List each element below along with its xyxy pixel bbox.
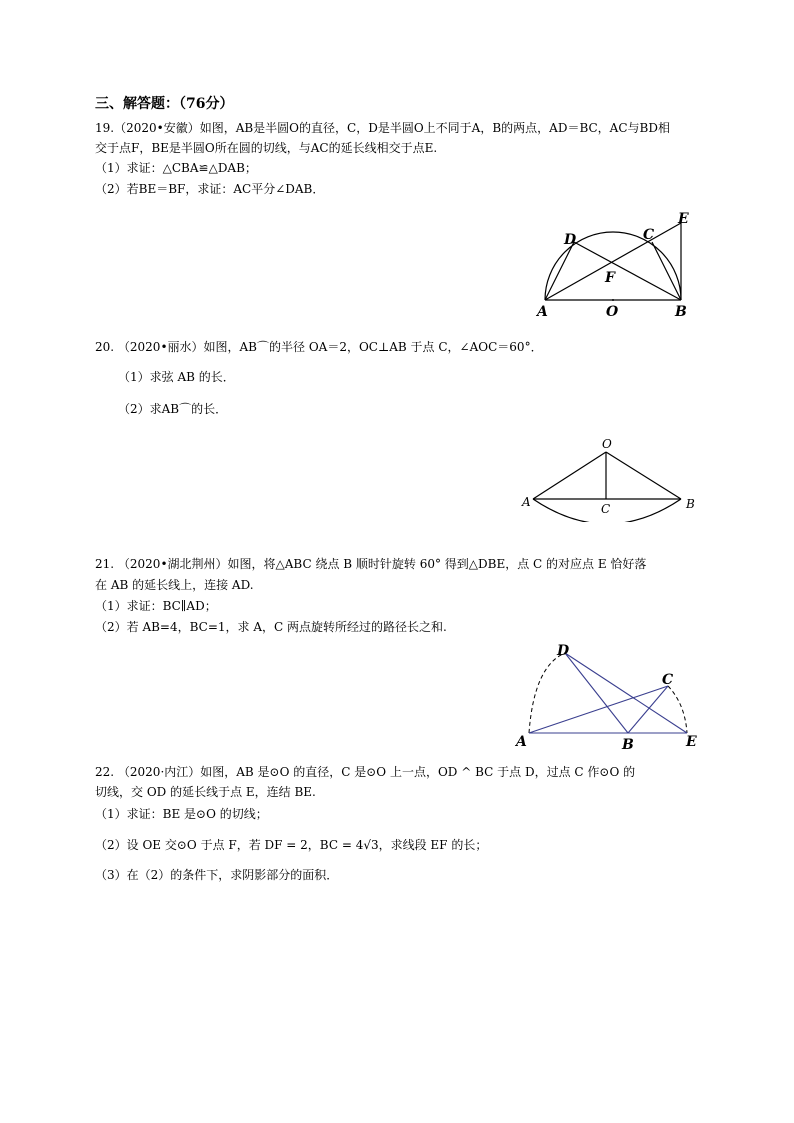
q21-part2: （2）若 AB=4，BC=1，求 A，C 两点旋转所经过的路径长之和. (95, 620, 447, 634)
q20-part2: （2）求AB⌒的长． (118, 402, 228, 416)
q20-label-o: O (602, 437, 612, 451)
q21-part1: （1）求证：BC∥AD； (95, 599, 217, 613)
q21-dashed-arc-ad (529, 653, 565, 733)
q19-label-b: B (675, 304, 687, 320)
q21-line-db (565, 653, 628, 733)
q20-line1: 20. （2020•丽水）如图，AB⌒的半径 OA＝2，OC⊥AB 于点 C，∠AOC＝60°． (95, 340, 543, 354)
q21-label-e: E (686, 734, 697, 750)
q22-part3: （3）在（2）的条件下，求阴影部分的面积． (95, 868, 339, 882)
q20-part1: （1）求弦 AB 的长． (118, 370, 235, 384)
q21-label-b: B (622, 737, 634, 753)
q19-line2: 交于点F，BE是半圆O所在圆的切线，与AC的延长线相交于点E. (95, 141, 438, 155)
q20-label-b: B (686, 497, 695, 511)
q19-line1: 19.（2020•安徽）如图，AB是半圆O的直径，C，D是半圆O上不同于A，B的两点，AD＝BC，AC与BD相 (95, 121, 670, 135)
q21-line1: 21. （2020•湖北荆州）如图，将△ABC 绕点 B 顺时针旋转 60° 得到△DBE，点 C 的对应点 E 恰好落 (95, 557, 647, 571)
q21-line-ac (529, 686, 668, 733)
section-title: 三、解答题：（76分） (95, 96, 234, 112)
q19-label-e: E (678, 211, 689, 227)
q21-line2: 在 AB 的延长线上，连接 AD. (95, 578, 254, 592)
q19-label-c: C (643, 227, 655, 243)
q20-radius-oa (533, 452, 606, 499)
q22-part1: （1）求证：BE 是⊙O 的切线； (95, 807, 268, 821)
q20-label-c: C (601, 502, 611, 516)
q21-label-a: A (516, 734, 527, 750)
q19-center-dot (612, 299, 614, 301)
q22-part2: （2）设 OE 交⊙O 于点 F，若 DF = 2，BC = 4√3，求线段 EF 的长； (95, 838, 488, 852)
q21-label-c: C (662, 672, 674, 688)
q19-label-d: D (564, 232, 577, 248)
q19-label-o: O (606, 304, 619, 320)
q21-line-de (565, 653, 687, 733)
q21-dashed-arc-ce (668, 686, 687, 733)
q20-label-a: A (522, 495, 531, 509)
q21-label-d: D (557, 643, 570, 659)
q19-label-f: F (605, 270, 615, 286)
q21-figure (510, 640, 705, 755)
q19-figure (530, 205, 700, 320)
q19-line-bc (652, 242, 681, 300)
q19-part2: （2）若BE＝BF，求证：AC平分∠DAB． (95, 182, 325, 196)
q20-figure (518, 436, 700, 522)
q19-label-a: A (537, 304, 548, 320)
q22-line1: 22. （2020·内江）如图，AB 是⊙O 的直径，C 是⊙O 上一点，OD ^ BC 于点 D，过点 C 作⊙O 的 (95, 765, 636, 779)
q19-part1: （1）求证：△CBA≌△DAB； (95, 161, 257, 175)
q20-radius-ob (606, 452, 681, 499)
q22-line2: 切线，交 OD 的延长线于点 E，连结 BE. (95, 785, 316, 799)
q19-line-bd (574, 242, 681, 300)
